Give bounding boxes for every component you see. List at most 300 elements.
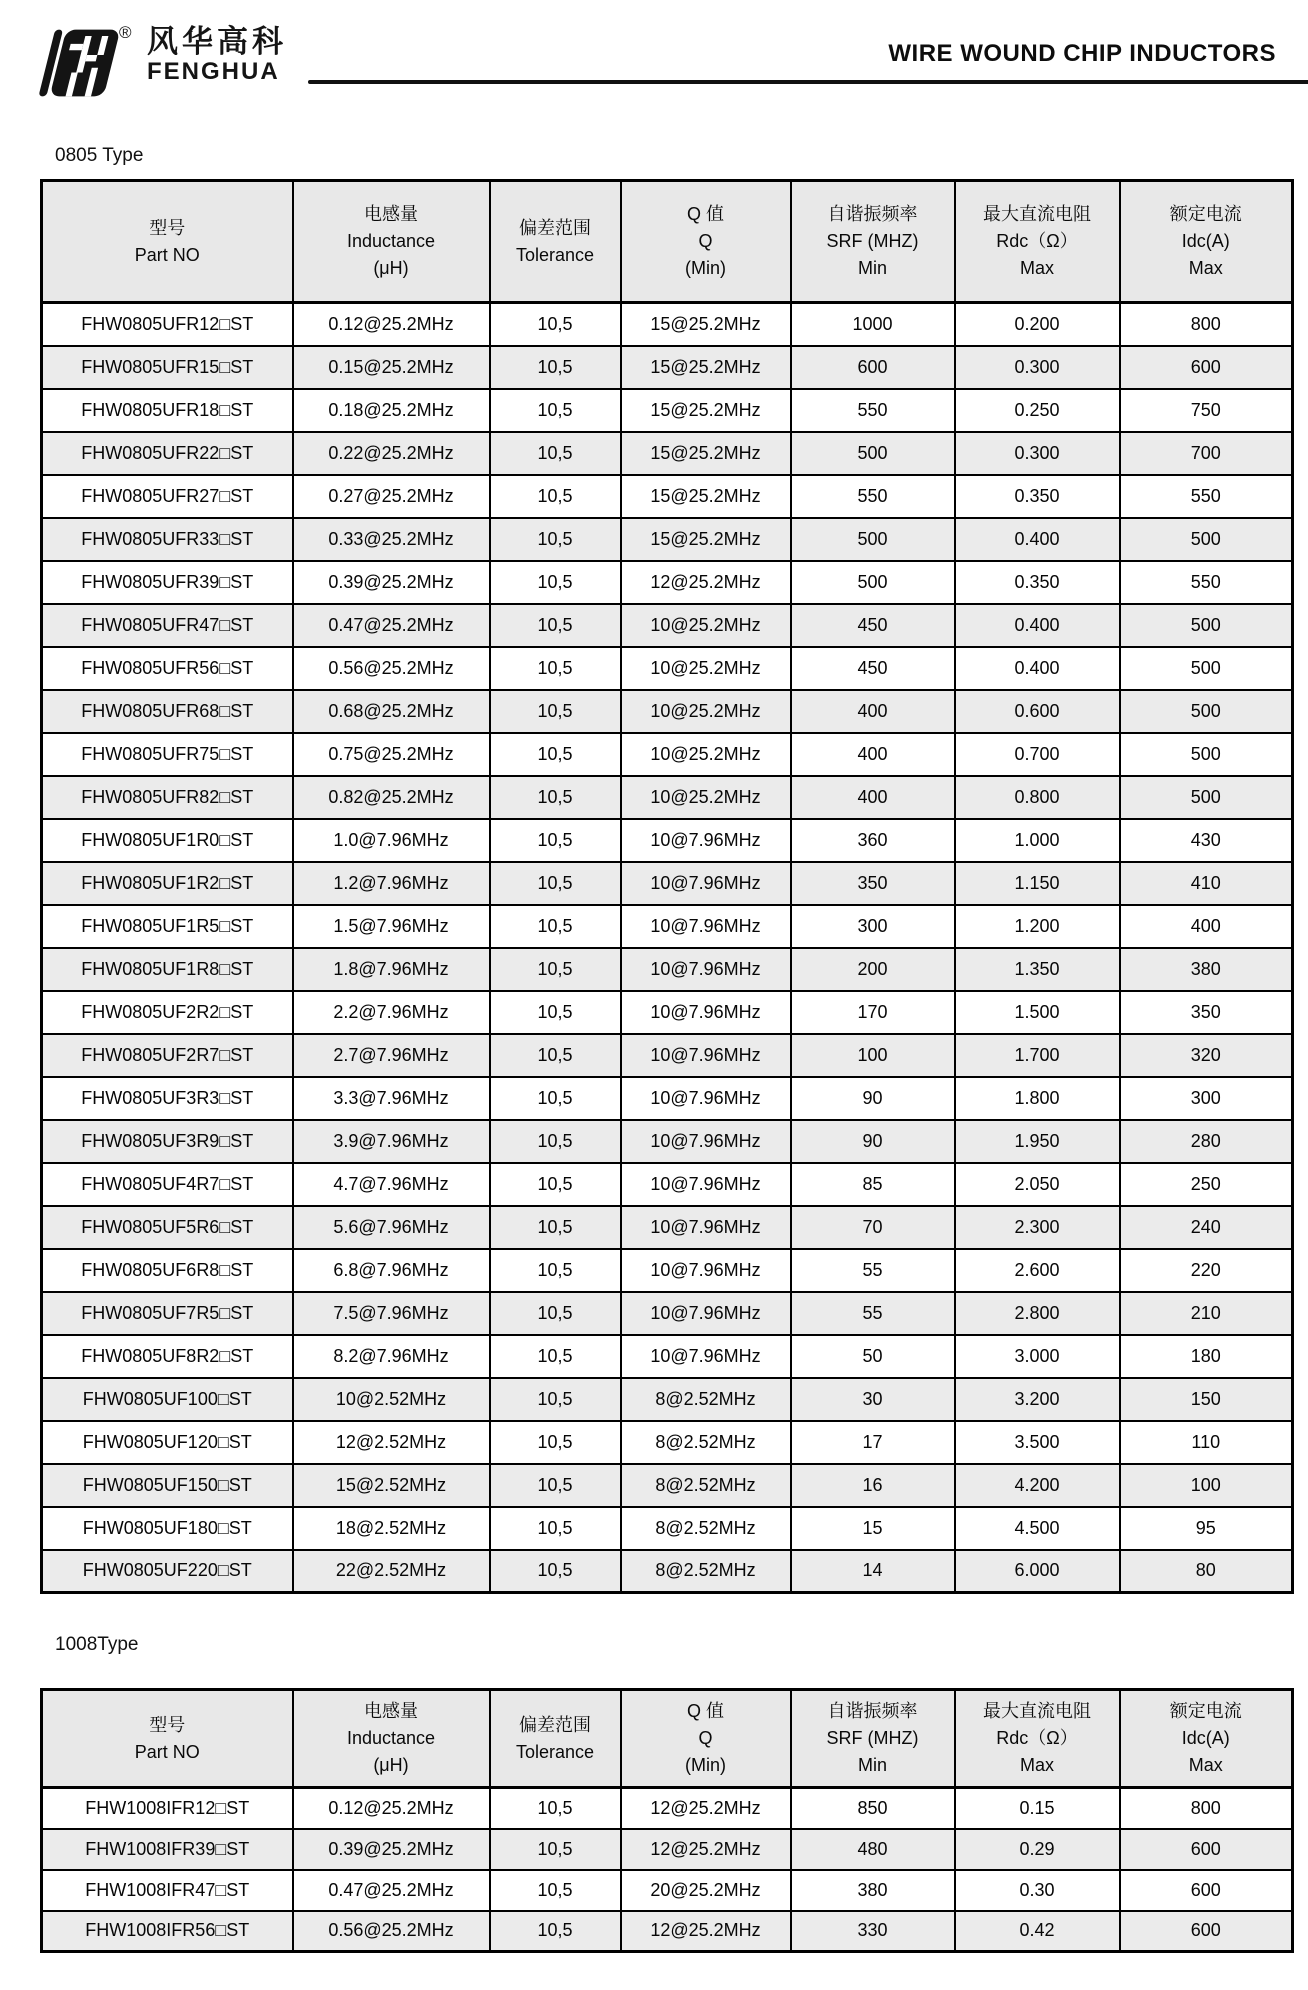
cell-tolerance: 10,5 [490,1911,621,1952]
cell-q-min: 10@7.96MHz [621,1163,791,1206]
cell-srf-min: 500 [791,518,955,561]
cell-inductance: 0.18@25.2MHz [293,389,490,432]
cell-inductance: 8.2@7.96MHz [293,1335,490,1378]
table-row [42,1292,1293,1335]
cell-tolerance: 10,5 [490,1788,621,1829]
col-header-part-no: 型号 Part NO [42,1690,293,1788]
cell-srf-min: 380 [791,1870,955,1911]
cell-rdc-max: 1.500 [955,991,1120,1034]
cell-idc-max: 380 [1120,948,1293,991]
cell-part-no: FHW0805UFR27□ST [42,475,293,518]
cell-idc-max: 320 [1120,1034,1293,1077]
table-row [42,733,1293,776]
cell-idc-max: 600 [1120,1911,1293,1952]
cell-idc-max: 800 [1120,303,1293,346]
cell-idc-max: 210 [1120,1292,1293,1335]
cell-inductance: 0.27@25.2MHz [293,475,490,518]
cell-tolerance: 10,5 [490,905,621,948]
cell-inductance: 0.56@25.2MHz [293,1911,490,1952]
cell-inductance: 0.12@25.2MHz [293,1788,490,1829]
cell-idc-max: 240 [1120,1206,1293,1249]
table-row [42,1077,1293,1120]
cell-idc-max: 110 [1120,1421,1293,1464]
cell-inductance: 0.56@25.2MHz [293,647,490,690]
cell-q-min: 12@25.2MHz [621,561,791,604]
cell-part-no: FHW0805UFR47□ST [42,604,293,647]
cell-q-min: 8@2.52MHz [621,1464,791,1507]
table-row [42,819,1293,862]
cell-q-min: 15@25.2MHz [621,432,791,475]
cell-srf-min: 14 [791,1550,955,1593]
header-row [42,181,1293,303]
cell-inductance: 0.15@25.2MHz [293,346,490,389]
cell-part-no: FHW0805UF100□ST [42,1378,293,1421]
table-row [42,1120,1293,1163]
cell-q-min: 10@7.96MHz [621,1292,791,1335]
table-row [42,1249,1293,1292]
cell-inductance: 0.75@25.2MHz [293,733,490,776]
cell-idc-max: 600 [1120,346,1293,389]
cell-inductance: 7.5@7.96MHz [293,1292,490,1335]
cell-idc-max: 800 [1120,1788,1293,1829]
table-row [42,1378,1293,1421]
table-row [42,1870,1293,1911]
brand-name-en: FENGHUA [147,58,280,85]
cell-tolerance: 10,5 [490,561,621,604]
cell-part-no: FHW0805UF1R5□ST [42,905,293,948]
cell-idc-max: 100 [1120,1464,1293,1507]
cell-rdc-max: 0.29 [955,1829,1120,1870]
cell-inductance: 12@2.52MHz [293,1421,490,1464]
cell-part-no: FHW0805UF7R5□ST [42,1292,293,1335]
cell-tolerance: 10,5 [490,475,621,518]
cell-inductance: 1.0@7.96MHz [293,819,490,862]
table-row [42,1550,1293,1593]
col-header-inductance: 电感量 Inductance (μH) [293,181,490,303]
fenghua-logo-icon [33,28,121,98]
col-header-srf-min: 自谐振频率 SRF (MHZ) Min [791,181,955,303]
cell-inductance: 18@2.52MHz [293,1507,490,1550]
cell-inductance: 3.3@7.96MHz [293,1077,490,1120]
cell-idc-max: 220 [1120,1249,1293,1292]
cell-rdc-max: 4.200 [955,1464,1120,1507]
cell-rdc-max: 2.600 [955,1249,1120,1292]
table-row [42,1507,1293,1550]
header-row [42,1690,1293,1788]
cell-q-min: 15@25.2MHz [621,475,791,518]
cell-srf-min: 400 [791,776,955,819]
table-row [42,518,1293,561]
cell-rdc-max: 4.500 [955,1507,1120,1550]
cell-part-no: FHW0805UFR12□ST [42,303,293,346]
cell-idc-max: 350 [1120,991,1293,1034]
cell-q-min: 12@25.2MHz [621,1911,791,1952]
cell-srf-min: 350 [791,862,955,905]
cell-q-min: 8@2.52MHz [621,1421,791,1464]
cell-part-no: FHW0805UF1R8□ST [42,948,293,991]
cell-srf-min: 90 [791,1077,955,1120]
cell-idc-max: 80 [1120,1550,1293,1593]
cell-inductance: 0.12@25.2MHz [293,303,490,346]
cell-rdc-max: 2.800 [955,1292,1120,1335]
cell-inductance: 0.39@25.2MHz [293,561,490,604]
cell-inductance: 0.33@25.2MHz [293,518,490,561]
table-row [42,389,1293,432]
table-row [42,346,1293,389]
cell-q-min: 8@2.52MHz [621,1378,791,1421]
cell-rdc-max: 1.150 [955,862,1120,905]
cell-rdc-max: 1.700 [955,1034,1120,1077]
table-row [42,1206,1293,1249]
cell-srf-min: 400 [791,733,955,776]
cell-inductance: 1.5@7.96MHz [293,905,490,948]
table-row [42,303,1293,346]
cell-srf-min: 450 [791,647,955,690]
cell-q-min: 10@7.96MHz [621,1034,791,1077]
table-row [42,1788,1293,1829]
page-header [0,0,1308,100]
cell-tolerance: 10,5 [490,733,621,776]
cell-tolerance: 10,5 [490,1206,621,1249]
cell-tolerance: 10,5 [490,1292,621,1335]
cell-tolerance: 10,5 [490,432,621,475]
inductor-table-1008 [40,1688,1294,1953]
cell-part-no: FHW0805UFR22□ST [42,432,293,475]
cell-q-min: 8@2.52MHz [621,1550,791,1593]
cell-rdc-max: 2.050 [955,1163,1120,1206]
cell-q-min: 15@25.2MHz [621,303,791,346]
cell-tolerance: 10,5 [490,647,621,690]
cell-idc-max: 280 [1120,1120,1293,1163]
cell-tolerance: 10,5 [490,1829,621,1870]
cell-srf-min: 100 [791,1034,955,1077]
cell-idc-max: 300 [1120,1077,1293,1120]
cell-idc-max: 500 [1120,690,1293,733]
table-row [42,604,1293,647]
cell-inductance: 1.8@7.96MHz [293,948,490,991]
cell-tolerance: 10,5 [490,862,621,905]
cell-srf-min: 550 [791,389,955,432]
cell-inductance: 4.7@7.96MHz [293,1163,490,1206]
cell-inductance: 6.8@7.96MHz [293,1249,490,1292]
cell-rdc-max: 2.300 [955,1206,1120,1249]
cell-srf-min: 50 [791,1335,955,1378]
cell-inductance: 0.68@25.2MHz [293,690,490,733]
cell-q-min: 10@7.96MHz [621,991,791,1034]
cell-tolerance: 10,5 [490,1249,621,1292]
cell-q-min: 12@25.2MHz [621,1829,791,1870]
cell-rdc-max: 1.000 [955,819,1120,862]
col-header-tolerance: 偏差范围 Tolerance [490,1690,621,1788]
cell-inductance: 0.22@25.2MHz [293,432,490,475]
table-row [42,647,1293,690]
cell-q-min: 10@7.96MHz [621,1335,791,1378]
cell-q-min: 10@25.2MHz [621,733,791,776]
cell-q-min: 10@7.96MHz [621,1077,791,1120]
cell-part-no: FHW0805UFR33□ST [42,518,293,561]
cell-part-no: FHW0805UF120□ST [42,1421,293,1464]
col-header-srf-min: 自谐振频率 SRF (MHZ) Min [791,1690,955,1788]
cell-idc-max: 400 [1120,905,1293,948]
cell-tolerance: 10,5 [490,346,621,389]
cell-tolerance: 10,5 [490,948,621,991]
cell-tolerance: 10,5 [490,1034,621,1077]
cell-tolerance: 10,5 [490,604,621,647]
cell-srf-min: 600 [791,346,955,389]
table-row [42,948,1293,991]
cell-idc-max: 500 [1120,733,1293,776]
cell-q-min: 15@25.2MHz [621,346,791,389]
cell-idc-max: 500 [1120,776,1293,819]
col-header-q-min: Q 值 Q (Min) [621,181,791,303]
section-label-0805: 0805 Type [55,145,144,166]
table-row [42,1464,1293,1507]
col-header-rdc-max: 最大直流电阻 Rdc（Ω） Max [955,181,1120,303]
cell-tolerance: 10,5 [490,303,621,346]
table-row [42,561,1293,604]
cell-rdc-max: 1.200 [955,905,1120,948]
cell-part-no: FHW0805UF3R3□ST [42,1077,293,1120]
table-row [42,862,1293,905]
cell-tolerance: 10,5 [490,1077,621,1120]
cell-part-no: FHW0805UFR18□ST [42,389,293,432]
cell-part-no: FHW0805UFR56□ST [42,647,293,690]
table-row [42,1034,1293,1077]
cell-part-no: FHW0805UFR68□ST [42,690,293,733]
col-header-idc-max: 额定电流 Idc(A) Max [1120,1690,1293,1788]
table-row [42,475,1293,518]
cell-tolerance: 10,5 [490,1163,621,1206]
cell-srf-min: 15 [791,1507,955,1550]
cell-rdc-max: 1.800 [955,1077,1120,1120]
col-header-q-min: Q 值 Q (Min) [621,1690,791,1788]
brand-text [147,26,317,84]
cell-tolerance: 10,5 [490,1550,621,1593]
cell-q-min: 10@7.96MHz [621,1120,791,1163]
cell-srf-min: 300 [791,905,955,948]
cell-srf-min: 85 [791,1163,955,1206]
cell-part-no: FHW0805UF180□ST [42,1507,293,1550]
cell-rdc-max: 3.500 [955,1421,1120,1464]
cell-rdc-max: 0.300 [955,432,1120,475]
cell-srf-min: 30 [791,1378,955,1421]
cell-tolerance: 10,5 [490,1870,621,1911]
cell-tolerance: 10,5 [490,690,621,733]
cell-rdc-max: 0.200 [955,303,1120,346]
table-row [42,991,1293,1034]
cell-tolerance: 10,5 [490,1335,621,1378]
cell-idc-max: 600 [1120,1829,1293,1870]
cell-rdc-max: 0.30 [955,1870,1120,1911]
cell-srf-min: 550 [791,475,955,518]
cell-tolerance: 10,5 [490,1378,621,1421]
cell-q-min: 20@25.2MHz [621,1870,791,1911]
cell-rdc-max: 6.000 [955,1550,1120,1593]
cell-part-no: FHW0805UF1R0□ST [42,819,293,862]
cell-inductance: 2.2@7.96MHz [293,991,490,1034]
cell-inductance: 22@2.52MHz [293,1550,490,1593]
table-row [42,1335,1293,1378]
cell-q-min: 10@7.96MHz [621,1206,791,1249]
cell-idc-max: 750 [1120,389,1293,432]
cell-rdc-max: 0.400 [955,647,1120,690]
table-row [42,776,1293,819]
cell-q-min: 10@7.96MHz [621,948,791,991]
cell-q-min: 15@25.2MHz [621,518,791,561]
cell-inductance: 5.6@7.96MHz [293,1206,490,1249]
cell-inductance: 10@2.52MHz [293,1378,490,1421]
cell-q-min: 8@2.52MHz [621,1507,791,1550]
section-1008 [0,1634,1308,1953]
cell-idc-max: 150 [1120,1378,1293,1421]
cell-idc-max: 500 [1120,604,1293,647]
cell-part-no: FHW0805UFR15□ST [42,346,293,389]
cell-srf-min: 500 [791,432,955,475]
cell-srf-min: 55 [791,1249,955,1292]
section-0805 [0,145,1308,1594]
cell-part-no: FHW0805UF5R6□ST [42,1206,293,1249]
cell-tolerance: 10,5 [490,819,621,862]
cell-idc-max: 600 [1120,1870,1293,1911]
table-row [42,1421,1293,1464]
inductor-table-0805 [40,179,1294,1594]
cell-part-no: FHW0805UF220□ST [42,1550,293,1593]
cell-part-no: FHW1008IFR56□ST [42,1911,293,1952]
brand-name-cn: 风华高科 [147,24,287,59]
col-header-inductance: 电感量 Inductance (μH) [293,1690,490,1788]
cell-idc-max: 95 [1120,1507,1293,1550]
header-rule [308,80,1308,84]
cell-idc-max: 700 [1120,432,1293,475]
cell-tolerance: 10,5 [490,1421,621,1464]
cell-srf-min: 90 [791,1120,955,1163]
cell-tolerance: 10,5 [490,389,621,432]
cell-tolerance: 10,5 [490,518,621,561]
cell-srf-min: 450 [791,604,955,647]
cell-part-no: FHW0805UFR82□ST [42,776,293,819]
cell-rdc-max: 0.600 [955,690,1120,733]
cell-srf-min: 330 [791,1911,955,1952]
cell-q-min: 10@25.2MHz [621,604,791,647]
cell-part-no: FHW0805UF4R7□ST [42,1163,293,1206]
cell-q-min: 10@25.2MHz [621,647,791,690]
cell-tolerance: 10,5 [490,776,621,819]
cell-rdc-max: 0.800 [955,776,1120,819]
cell-idc-max: 550 [1120,475,1293,518]
cell-tolerance: 10,5 [490,991,621,1034]
cell-rdc-max: 0.42 [955,1911,1120,1952]
cell-rdc-max: 0.15 [955,1788,1120,1829]
cell-tolerance: 10,5 [490,1120,621,1163]
cell-srf-min: 360 [791,819,955,862]
cell-srf-min: 500 [791,561,955,604]
cell-inductance: 2.7@7.96MHz [293,1034,490,1077]
cell-part-no: FHW0805UF1R2□ST [42,862,293,905]
cell-inductance: 0.47@25.2MHz [293,1870,490,1911]
table-row [42,905,1293,948]
table-row [42,432,1293,475]
cell-rdc-max: 0.400 [955,604,1120,647]
page-title: WIRE WOUND CHIP INDUCTORS [888,40,1276,67]
cell-q-min: 10@25.2MHz [621,690,791,733]
cell-tolerance: 10,5 [490,1507,621,1550]
cell-q-min: 12@25.2MHz [621,1788,791,1829]
cell-inductance: 15@2.52MHz [293,1464,490,1507]
cell-part-no: FHW0805UF3R9□ST [42,1120,293,1163]
cell-part-no: FHW1008IFR39□ST [42,1829,293,1870]
cell-srf-min: 480 [791,1829,955,1870]
cell-inductance: 0.82@25.2MHz [293,776,490,819]
col-header-idc-max: 额定电流 Idc(A) Max [1120,181,1293,303]
section-label-1008: 1008Type [55,1634,139,1655]
registered-trademark-icon: ® [119,23,132,42]
cell-q-min: 15@25.2MHz [621,389,791,432]
cell-idc-max: 180 [1120,1335,1293,1378]
cell-idc-max: 430 [1120,819,1293,862]
cell-tolerance: 10,5 [490,1464,621,1507]
cell-srf-min: 200 [791,948,955,991]
cell-q-min: 10@25.2MHz [621,776,791,819]
cell-q-min: 10@7.96MHz [621,862,791,905]
cell-rdc-max: 0.300 [955,346,1120,389]
cell-part-no: FHW0805UF150□ST [42,1464,293,1507]
cell-idc-max: 500 [1120,518,1293,561]
cell-part-no: FHW0805UFR39□ST [42,561,293,604]
table-row [42,690,1293,733]
table-row [42,1163,1293,1206]
cell-idc-max: 500 [1120,647,1293,690]
cell-idc-max: 550 [1120,561,1293,604]
cell-inductance: 3.9@7.96MHz [293,1120,490,1163]
table-row [42,1829,1293,1870]
cell-srf-min: 1000 [791,303,955,346]
col-header-rdc-max: 最大直流电阻 Rdc（Ω） Max [955,1690,1120,1788]
cell-srf-min: 55 [791,1292,955,1335]
cell-part-no: FHW0805UF2R7□ST [42,1034,293,1077]
cell-srf-min: 400 [791,690,955,733]
cell-srf-min: 70 [791,1206,955,1249]
cell-srf-min: 850 [791,1788,955,1829]
cell-rdc-max: 1.950 [955,1120,1120,1163]
cell-inductance: 0.39@25.2MHz [293,1829,490,1870]
cell-rdc-max: 0.250 [955,389,1120,432]
cell-srf-min: 16 [791,1464,955,1507]
cell-part-no: FHW1008IFR12□ST [42,1788,293,1829]
cell-rdc-max: 3.000 [955,1335,1120,1378]
cell-part-no: FHW0805UF8R2□ST [42,1335,293,1378]
cell-inductance: 1.2@7.96MHz [293,862,490,905]
cell-q-min: 10@7.96MHz [621,1249,791,1292]
cell-q-min: 10@7.96MHz [621,905,791,948]
cell-part-no: FHW0805UFR75□ST [42,733,293,776]
cell-idc-max: 250 [1120,1163,1293,1206]
cell-srf-min: 170 [791,991,955,1034]
cell-part-no: FHW0805UF2R2□ST [42,991,293,1034]
cell-q-min: 10@7.96MHz [621,819,791,862]
table-row [42,1911,1293,1952]
cell-idc-max: 410 [1120,862,1293,905]
col-header-part-no: 型号 Part NO [42,181,293,303]
cell-inductance: 0.47@25.2MHz [293,604,490,647]
cell-part-no: FHW0805UF6R8□ST [42,1249,293,1292]
col-header-tolerance: 偏差范围 Tolerance [490,181,621,303]
cell-rdc-max: 0.350 [955,475,1120,518]
cell-part-no: FHW1008IFR47□ST [42,1870,293,1911]
cell-rdc-max: 1.350 [955,948,1120,991]
cell-rdc-max: 0.350 [955,561,1120,604]
cell-rdc-max: 0.400 [955,518,1120,561]
cell-srf-min: 17 [791,1421,955,1464]
